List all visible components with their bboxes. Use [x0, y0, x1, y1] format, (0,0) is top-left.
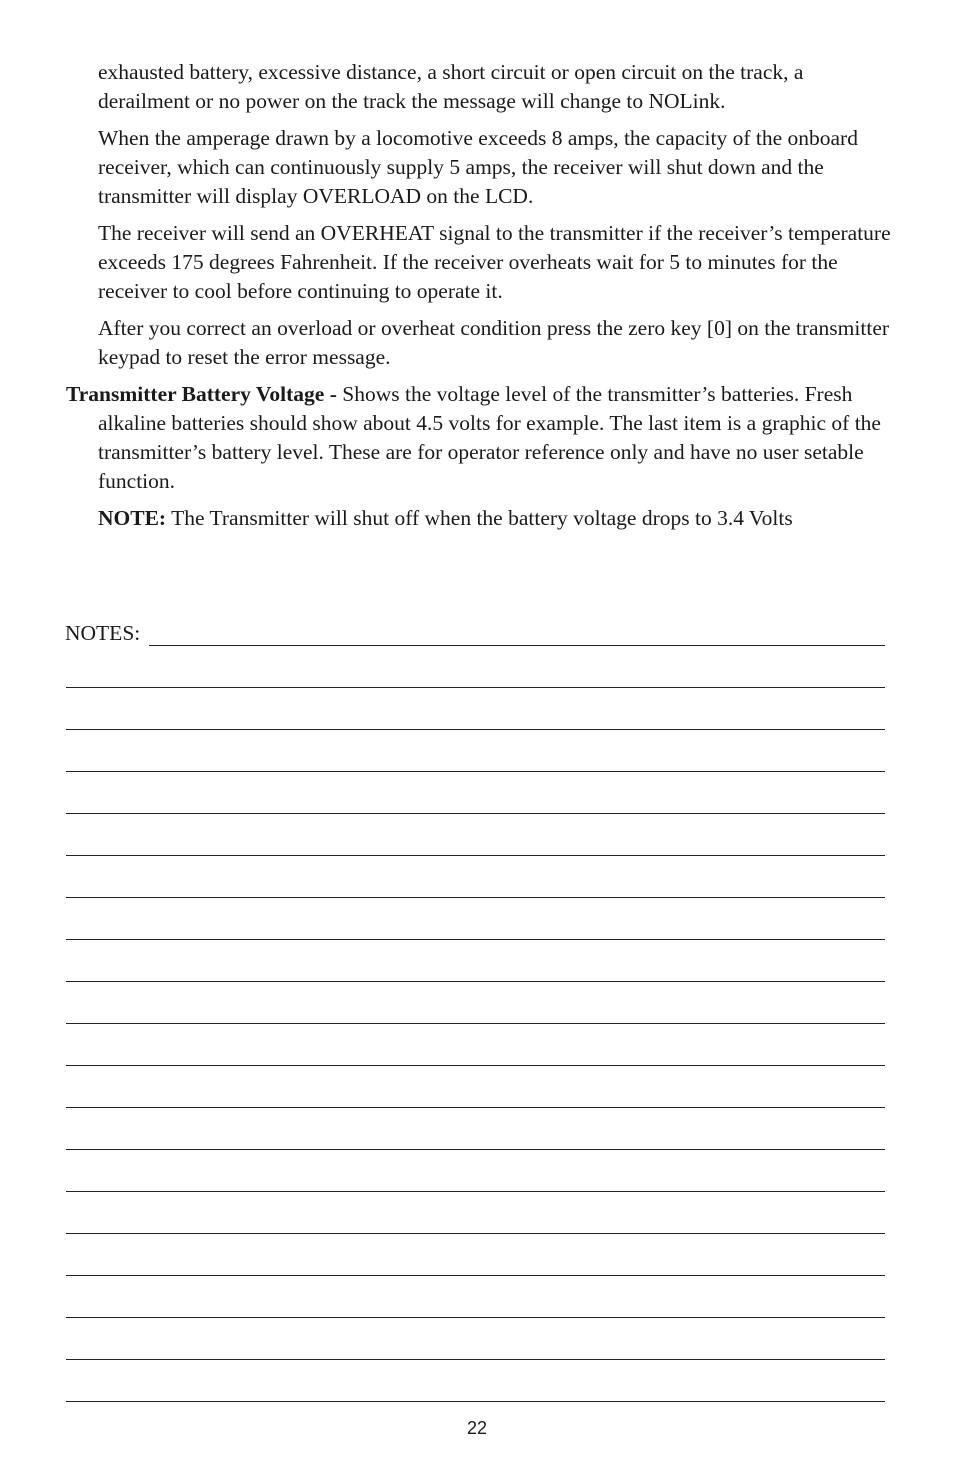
notes-line	[66, 939, 885, 940]
battery-voltage-section	[66, 380, 896, 496]
paragraph-overheat: The receiver will send an OVERHEAT signal to the transmitter if the receiver’s temperature exceeds 175 degrees Fahrenheit. If the receiver overheats wait for 5 to minutes for the receiver to cool before continuing to operate it.	[98, 221, 891, 303]
battery-voltage-heading: Transmitter Battery Voltage -	[66, 382, 337, 406]
notes-line	[66, 1107, 885, 1108]
notes-line	[66, 1275, 885, 1276]
paragraph-reset: After you correct an overload or overheat condition press the zero key [0] on the transmitter keypad to reset the error message.	[98, 316, 890, 369]
notes-line	[66, 1317, 885, 1318]
notes-line	[66, 1149, 885, 1150]
notes-line	[66, 1359, 885, 1360]
notes-line	[66, 687, 885, 688]
notes-line	[66, 813, 885, 814]
notes-line	[66, 897, 885, 898]
battery-voltage-text: Shows the voltage level of the transmitter’s batteries. Fresh alkaline batteries should show about 4.5 volts for example. The last item is a graphic of the transmitter’s battery level. These are for operator reference only and have no user setable function.	[98, 382, 881, 493]
notes-line	[66, 855, 885, 856]
notes-line	[66, 1065, 885, 1066]
notes-line	[66, 1233, 885, 1234]
notes-label: NOTES:	[65, 621, 141, 645]
battery-note	[66, 504, 896, 533]
notes-line	[66, 729, 885, 730]
note-label: NOTE:	[98, 506, 167, 530]
page-number: 22	[466, 1418, 488, 1438]
paragraph-overload: When the amperage drawn by a locomotive exceeds 8 amps, the capacity of the onboard receiver, which can continuously supply 5 amps, the receiver will shut down and the transmitter will display OVERLOAD on the LCD.	[98, 126, 858, 208]
notes-line	[66, 1191, 885, 1192]
notes-line	[66, 1401, 885, 1402]
body-text	[66, 58, 896, 541]
note-text: The Transmitter will shut off when the battery voltage drops to 3.4 Volts	[166, 506, 793, 530]
notes-line	[66, 1023, 885, 1024]
notes-line	[149, 645, 885, 646]
notes-line	[66, 981, 885, 982]
notes-line	[66, 771, 885, 772]
paragraph-nolink: exhausted battery, excessive distance, a short circuit or open circuit on the track, a derailment or no power on the track the message will change to NOLink.	[98, 60, 804, 113]
